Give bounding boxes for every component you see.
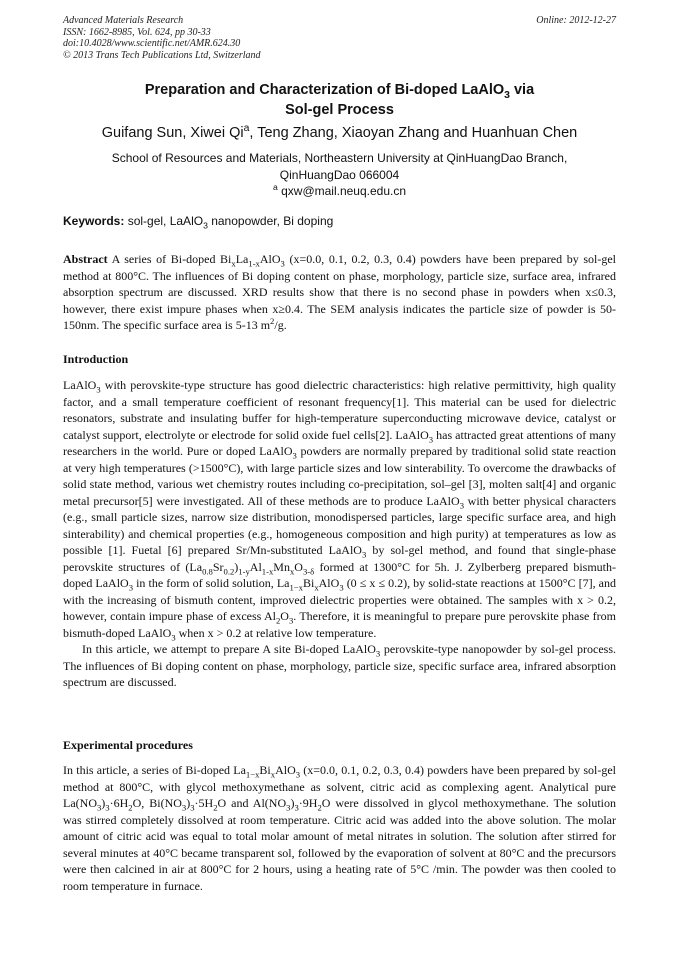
text-run: O were dissolved in glycol methoxymethane. The solution was stirred completely dissolved at room temperature. Citric acid was added into the above solution. The molar amount of citric acid was equal to total molar amount of metal nitrates in solution. The solution after stirred for several minutes at 40°C became transparent sol, followed by the evaporation of solvent at 80°C and the precursors were then calcined in air at 800°C for 2 hours, using a heating rate of 5°C /min. The powder was then cooled to room temperature in furnace. — [63, 796, 616, 893]
text-run: In this article, a series of Bi-doped La — [63, 763, 246, 777]
text-run: ) — [101, 796, 106, 810]
text-run: 3 — [96, 802, 102, 813]
abstract: Abstract A series of Bi-doped $Bi_xLa_{1-x}AlO_3$ (x=0.0, 0.1, 0.2, 0.3, 0.4) powders have been prepared by sol-gel method at 800°C. The influences of Bi doping content on phase, morphology, particle size, surface area, infrared absorption spectrum are discussed. XRD results show that there is no second phase in powders when x≤0.3, however, there exist impure phases when x≥0.4. The SEM analysis indicates the particle size of powder is 50-150nm. The specific surface area is 5-13 $m^2/g$. — [63, 252, 616, 332]
abstract-label: Abstract — [63, 252, 108, 266]
text-run: 3 — [128, 582, 134, 593]
paper-title: Preparation and Characterization of Bi-doped LaAlO$_3$ via Sol-gel Process — [144, 82, 535, 118]
text-run: x — [289, 565, 295, 576]
section-heading-introduction: Introduction — [63, 352, 129, 366]
text-run: Sr — [212, 559, 224, 574]
text-run: 0.2 — [223, 565, 235, 576]
journal-header — [63, 15, 616, 61]
text-run: 3 — [181, 802, 187, 813]
journal-name: Advanced Materials Research — [63, 15, 184, 26]
text-run: AlO — [275, 763, 296, 777]
affiliation: School of Resources and Materials, Northeastern University at QinHuangDao Branch, QinHuangDao 066004 — [111, 151, 568, 182]
text-run: ) — [186, 796, 191, 810]
text-run: Al — [249, 559, 262, 574]
text-run: AlO — [318, 576, 340, 590]
author-list: Guifang Sun, Xiwei Qi$^a$, Teng Zhang, Xiaoyan Zhang and Huanhuan Chen — [101, 123, 578, 141]
text-run: O and Al(NO — [217, 796, 287, 810]
text-run: 3 — [361, 549, 367, 560]
text-run: O, Bi(NO — [132, 796, 182, 810]
text-run: ·9H — [298, 796, 318, 810]
text-run: 3 — [288, 615, 294, 626]
text-run: 3 — [339, 582, 344, 593]
text-run: powders are normally prepared by traditional solid state reaction at very high temperatures (>1500°C), with large particle sizes and low sinterability. To overcome the drawbacks of solid state method, various wet chemistry routes including co-precipitation, sol–gel [3], molten salt[4] and organic metal precursor[5] were investigated. All of these methods are to produce LaAlO — [63, 444, 617, 508]
text-run: 3 — [190, 802, 195, 813]
text-run: 3 — [171, 631, 176, 642]
keywords-label: Keywords: — [63, 214, 125, 228]
experimental-paragraph — [63, 762, 616, 894]
author-email: $^a$ qxw@mail.neuq.edu.cn — [272, 182, 407, 198]
text-run: formed at 1300°C for 5h. J. Zylberberg prepared bismuth-doped LaAlO — [63, 559, 616, 590]
text-run: 1−x — [289, 582, 303, 593]
text-run: 2 — [275, 615, 281, 626]
text-run: 1-y — [238, 565, 250, 576]
text-run: 2 — [213, 802, 218, 813]
journal-copyright: © 2013 Trans Tech Publications Ltd, Switzerland — [63, 49, 261, 61]
experimental-body — [63, 762, 616, 894]
text-run: 2 — [128, 802, 133, 813]
text-run: 3 — [428, 433, 434, 444]
text-run: 3 — [105, 802, 110, 813]
text-run: ) — [290, 796, 295, 810]
text-run: by sol-gel method, and found that single-phase perovskite structures of (La — [63, 543, 617, 574]
text-run: (x=0.0, 0.1, 0.2, 0.3, 0.4) powders have been prepared by sol-gel method at 800°C, with glycol methoxymethane as solvent, citric acid as complexing agent. Analytical pure La(NO — [63, 763, 616, 810]
text-run: in the form of solid solution, La — [133, 576, 290, 590]
online-date: Online: 2012-12-27 — [536, 15, 616, 26]
keywords: Keywords: sol-gel, LaAlO$_3$ nanopowder, Bi doping — [63, 214, 334, 231]
journal-doi: doi:10.4028/www.scientific.net/AMR.624.30 — [63, 38, 241, 49]
text-run: ) — [234, 559, 239, 574]
text-run: . Therefore, it is meaningful to prepare pure perovskite phase from bismuth-doped LaAlO — [63, 609, 616, 640]
text-run: O — [294, 559, 303, 574]
text-run: ·6H — [109, 796, 129, 810]
text-run: when x > 0.2 at relative low temperature. — [175, 625, 377, 640]
text-run: LaAlO — [63, 378, 97, 392]
journal-issn: ISSN: 1662-8985, Vol. 624, pp 30-33 — [63, 26, 211, 38]
text-run: 1-x — [261, 565, 274, 576]
introduction-paragraph-2: In this article, we attempt to prepare A site Bi-doped LaAlO$_3$ perovskite-type nanopowder by sol-gel process. The influences of Bi doping content on phase, morphology, particle size, specific surface area, infrared absorption spectrum are discussed. — [63, 642, 617, 689]
text-run: x — [270, 769, 276, 780]
text-run: has attracted great attentions of many researchers in the world. Pure or doped LaAlO — [63, 427, 616, 458]
text-run: (0 ≤ x ≤ 0.2), by solid-state reactions at 1500°C [7], and with the increasing of bismuth content, improved dielectric properties were obtained. The samples with x > 0.2, however, contain impure phase of excess Al — [63, 576, 616, 623]
text-run: 3 — [96, 384, 101, 395]
text-run: with perovskite-type structure has good dielectric characteristics: high relative permittivity, high quality factor, and a small temperature coefficient of resonant frequency[1]. This material can be used for dielectric resonators, substrate and insulating buffer for high-temperature superconducting microwave device, catalyst or catalyst support, electrolyte or electrode for solid oxide fuel cells[2]. LaAlO — [63, 378, 616, 442]
text-run: Mn — [273, 559, 290, 574]
text-run: 3 — [459, 499, 464, 510]
text-run: 0.8 — [202, 565, 213, 576]
text-run: 3-δ — [302, 565, 315, 576]
text-run: O — [280, 609, 289, 623]
introduction-paragraph-1 — [63, 377, 616, 641]
introduction-body — [63, 377, 616, 691]
text-run: Bi — [302, 576, 315, 590]
text-run: ·5H — [194, 796, 214, 810]
text-run: 2 — [317, 802, 322, 813]
text-run: 3 — [292, 450, 297, 461]
text-run: with better physical characters (e.g., small particle sizes, narrow size distribution, monodispersed particles, large specific surface area, and high sinterability) and chemical properties (e.g., homogeneous composition and high purity) at temperatures as low as possible [1]. Fuetal [6] prepared Sr/Mn-substituted LaAlO — [63, 493, 616, 557]
text-run: 3 — [295, 769, 301, 780]
text-run: x — [314, 582, 319, 593]
text-run: Bi — [259, 763, 271, 777]
text-run: 1−x — [245, 769, 260, 780]
text-run: 3 — [294, 802, 299, 813]
text-run: 3 — [286, 802, 291, 813]
section-heading-experimental: Experimental procedures — [63, 738, 193, 752]
